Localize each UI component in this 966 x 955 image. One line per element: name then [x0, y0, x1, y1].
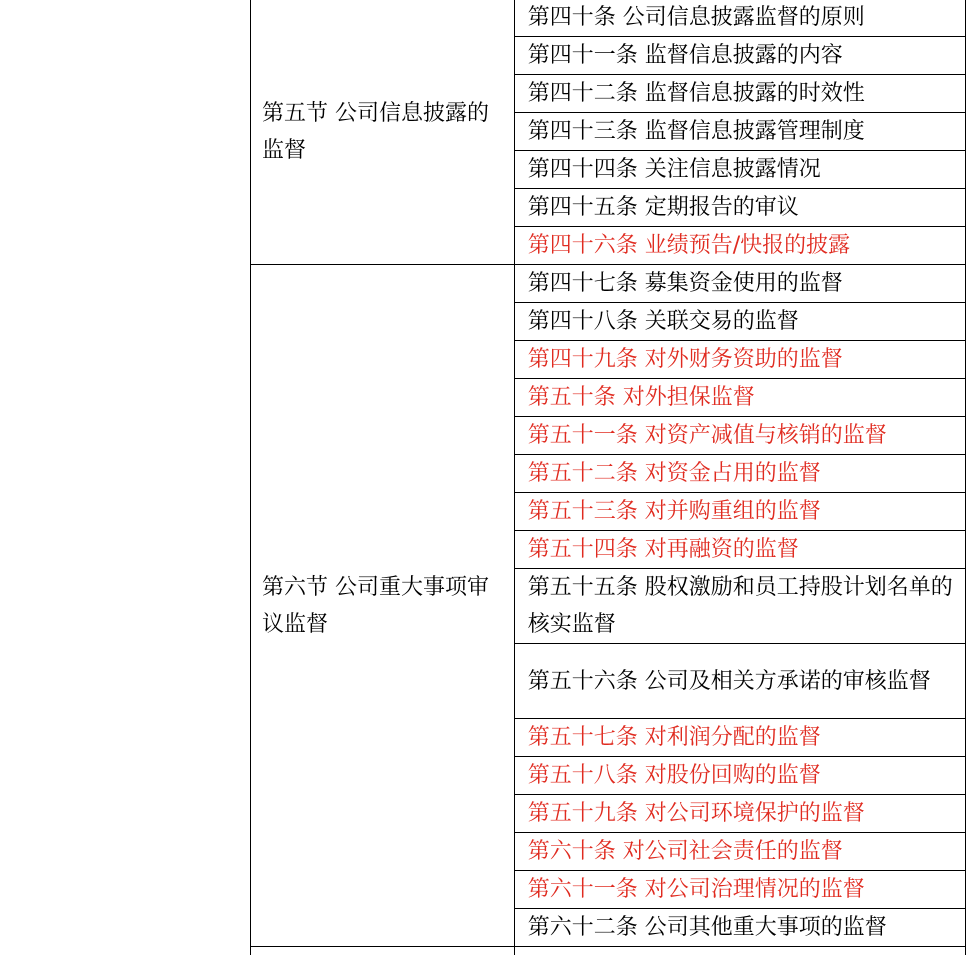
article-item-highlighted: 第五十三条 对并购重组的监督 — [514, 493, 965, 531]
regulation-outline-table — [250, 0, 966, 955]
article-item-highlighted: 第五十一条 对资产减值与核销的监督 — [514, 417, 965, 455]
article-item: 第六十二条 公司其他重大事项的监督 — [514, 909, 965, 947]
article-item: 第四十一条 监督信息披露的内容 — [514, 37, 965, 75]
article-item-highlighted: 第五十条 对外担保监督 — [514, 379, 965, 417]
article-item-highlighted: 第五十八条 对股份回购的监督 — [514, 757, 965, 795]
article-item-highlighted: 第五十二条 对资金占用的监督 — [514, 455, 965, 493]
article-item: 第四十四条 关注信息披露情况 — [514, 151, 965, 189]
table-row — [251, 265, 966, 303]
article-item: 第四十二条 监督信息披露的时效性 — [514, 75, 965, 113]
article-item-highlighted: 第五十九条 对公司环境保护的监督 — [514, 795, 965, 833]
article-item-highlighted: 第六十条 对公司社会责任的监督 — [514, 833, 965, 871]
article-item-highlighted: 第四十九条 对外财务资助的监督 — [514, 341, 965, 379]
article-item: 第四十八条 关联交易的监督 — [514, 303, 965, 341]
article-item: 第五十六条 公司及相关方承诺的审核监督 — [514, 644, 965, 719]
outline-body — [251, 0, 966, 955]
article-item-highlighted: 第五十四条 对再融资的监督 — [514, 531, 965, 569]
article-item: 第四十五条 定期报告的审议 — [514, 189, 965, 227]
article-item-highlighted: 第五十七条 对利润分配的监督 — [514, 719, 965, 757]
article-item-highlighted: 第四十六条 业绩预告/快报的披露 — [514, 227, 965, 265]
article-item-highlighted: 第六十一条 对公司治理情况的监督 — [514, 871, 965, 909]
article-item: 第四十三条 监督信息披露管理制度 — [514, 113, 965, 151]
section-title: 第五节 公司信息披露的监督 — [251, 0, 515, 265]
table-row — [251, 0, 966, 37]
section-title: 第六节 公司重大事项审议监督 — [251, 265, 515, 947]
article-item: 第五十五条 股权激励和员工持股计划名单的核实监督 — [514, 569, 965, 644]
article-item: 第四十条 公司信息披露监督的原则 — [514, 0, 965, 37]
article-item: 第四十七条 募集资金使用的监督 — [514, 265, 965, 303]
